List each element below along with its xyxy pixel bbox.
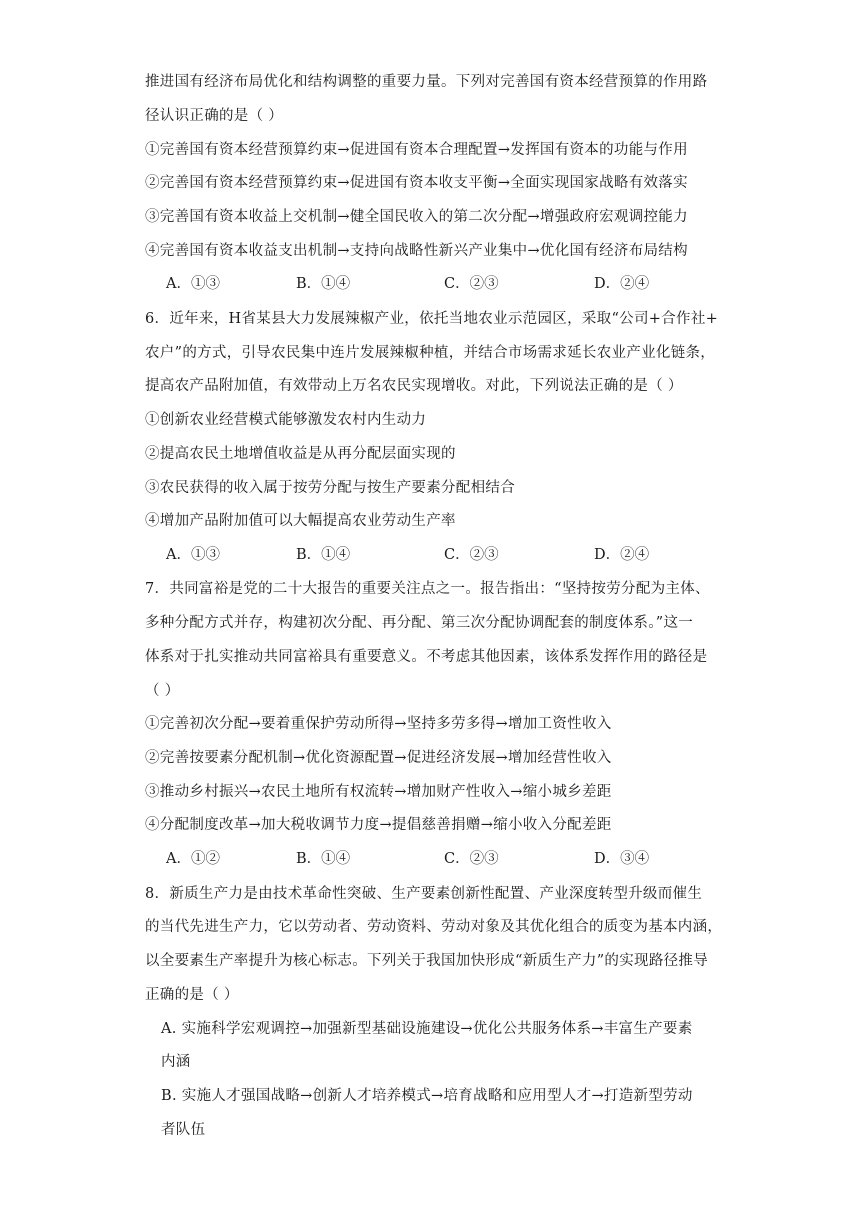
q5-option-d[interactable]: D．②④ bbox=[594, 276, 650, 292]
q6-stem-line-2: 农户”的方式，引导农民集中连片发展辣椒种植，并结合市场需求延长农业产业化链条， bbox=[145, 345, 716, 361]
q5-option-b[interactable]: B．①④ bbox=[296, 276, 351, 292]
q7-option-b[interactable]: B．①④ bbox=[296, 851, 351, 867]
q5-item-2: ②完善国有资本经营预算约束→促进国有资本收支平衡→全面实现国家战略有效落实 bbox=[145, 175, 688, 191]
q8-stem-line-1: 8．新质生产力是由技术革命性突破、生产要素创新性配置、产业深度转型升级而催生 bbox=[145, 886, 703, 902]
q6-item-3: ③农民获得的收入属于按劳分配与按生产要素分配相结合 bbox=[145, 480, 515, 496]
q7-stem-line-3: 体系对于扎实推动共同富裕具有重要意义。不考虑其他因素，该体系发挥作用的路径是 bbox=[145, 649, 708, 665]
q8-stem-line-3: 以全要素生产率提升为核心标志。下列关于我国加快形成“新质生产力”的实现路径推导 bbox=[145, 953, 709, 969]
q7-stem-line-2: 多种分配方式并存，构建初次分配、再分配、第三次分配协调配套的制度体系。”这一 bbox=[145, 615, 694, 631]
q6-item-2: ②提高农民土地增值收益是从再分配层面实现的 bbox=[145, 446, 456, 462]
q8-stem-line-2: 的当代先进生产力，它以劳动者、劳动资料、劳动对象及其优化组合的质变为基本内涵， bbox=[145, 919, 723, 935]
q5-option-c[interactable]: C．②③ bbox=[444, 276, 499, 292]
q5-stem-line-2: 径认识正确的是（ ） bbox=[145, 108, 284, 124]
q8-stem-line-4: 正确的是（ ） bbox=[145, 987, 239, 1003]
q6-option-b[interactable]: B．①④ bbox=[296, 547, 351, 563]
q6-stem-line-3: 提高农产品附加值，有效带动上万名农民实现增收。对此，下列说法正确的是（ ） bbox=[145, 378, 683, 394]
q7-stem-line-1: 7．共同富裕是党的二十大报告的重要关注点之一。报告指出：“坚持按劳分配为主体、 bbox=[145, 581, 710, 597]
q5-item-1: ①完善国有资本经营预算约束→促进国有资本合理配置→发挥国有资本的功能与作用 bbox=[145, 142, 688, 158]
q5-option-a[interactable]: A．①③ bbox=[166, 276, 220, 292]
q7-item-3: ③推动乡村振兴→农民土地所有权流转→增加财产性收入→缩小城乡差距 bbox=[145, 784, 612, 800]
q6-option-d[interactable]: D．②④ bbox=[594, 547, 650, 563]
q6-item-1: ①创新农业经营模式能够激发农村内生动力 bbox=[145, 412, 427, 428]
q6-option-a[interactable]: A．①③ bbox=[166, 547, 220, 563]
q5-stem-line-1: 推进国有经济布局优化和结构调整的重要力量。下列对完善国有资本经营预算的作用路 bbox=[145, 74, 708, 90]
q5-item-3: ③完善国有资本收益上交机制→健全国民收入的第二次分配→增强政府宏观调控能力 bbox=[145, 209, 688, 225]
q7-item-4: ④分配制度改革→加大税收调节力度→提倡慈善捐赠→缩小收入分配差距 bbox=[145, 817, 612, 833]
q6-options bbox=[166, 545, 726, 565]
q8-choice-b-line-2: 者队伍 bbox=[161, 1122, 206, 1138]
q7-item-1: ①完善初次分配→要着重保护劳动所得→坚持多劳多得→增加工资性收入 bbox=[145, 716, 612, 732]
q5-options bbox=[166, 274, 726, 294]
q5-item-4: ④完善国有资本收益支出机制→支持向战略性新兴产业集中→优化国有经济布局结构 bbox=[145, 243, 688, 259]
q7-option-c[interactable]: C．②③ bbox=[444, 851, 499, 867]
q6-option-c[interactable]: C．②③ bbox=[444, 547, 499, 563]
q7-option-d[interactable]: D．③④ bbox=[594, 851, 650, 867]
q8-choice-a-line-1[interactable]: A. 实施科学宏观调控→加强新型基础设施建设→优化公共服务体系→丰富生产要素 bbox=[161, 1021, 693, 1037]
q7-stem-line-4: （ ） bbox=[145, 683, 180, 699]
q7-item-2: ②完善按要素分配机制→优化资源配置→促进经济发展→增加经营性收入 bbox=[145, 750, 612, 766]
q6-stem-line-1: 6．近年来，H省某县大力发展辣椒产业，依托当地农业示范园区，采取“公司+合作社+ bbox=[145, 311, 719, 327]
q8-choice-b-line-1[interactable]: B. 实施人才强国战略→创新人才培养模式→培育战略和应用型人才→打造新型劳动 bbox=[161, 1088, 693, 1104]
q6-item-4: ④增加产品附加值可以大幅提高农业劳动生产率 bbox=[145, 513, 456, 529]
q8-choice-a-line-2: 内涵 bbox=[161, 1054, 191, 1070]
q7-options bbox=[166, 849, 726, 869]
q7-option-a[interactable]: A．①② bbox=[166, 851, 220, 867]
